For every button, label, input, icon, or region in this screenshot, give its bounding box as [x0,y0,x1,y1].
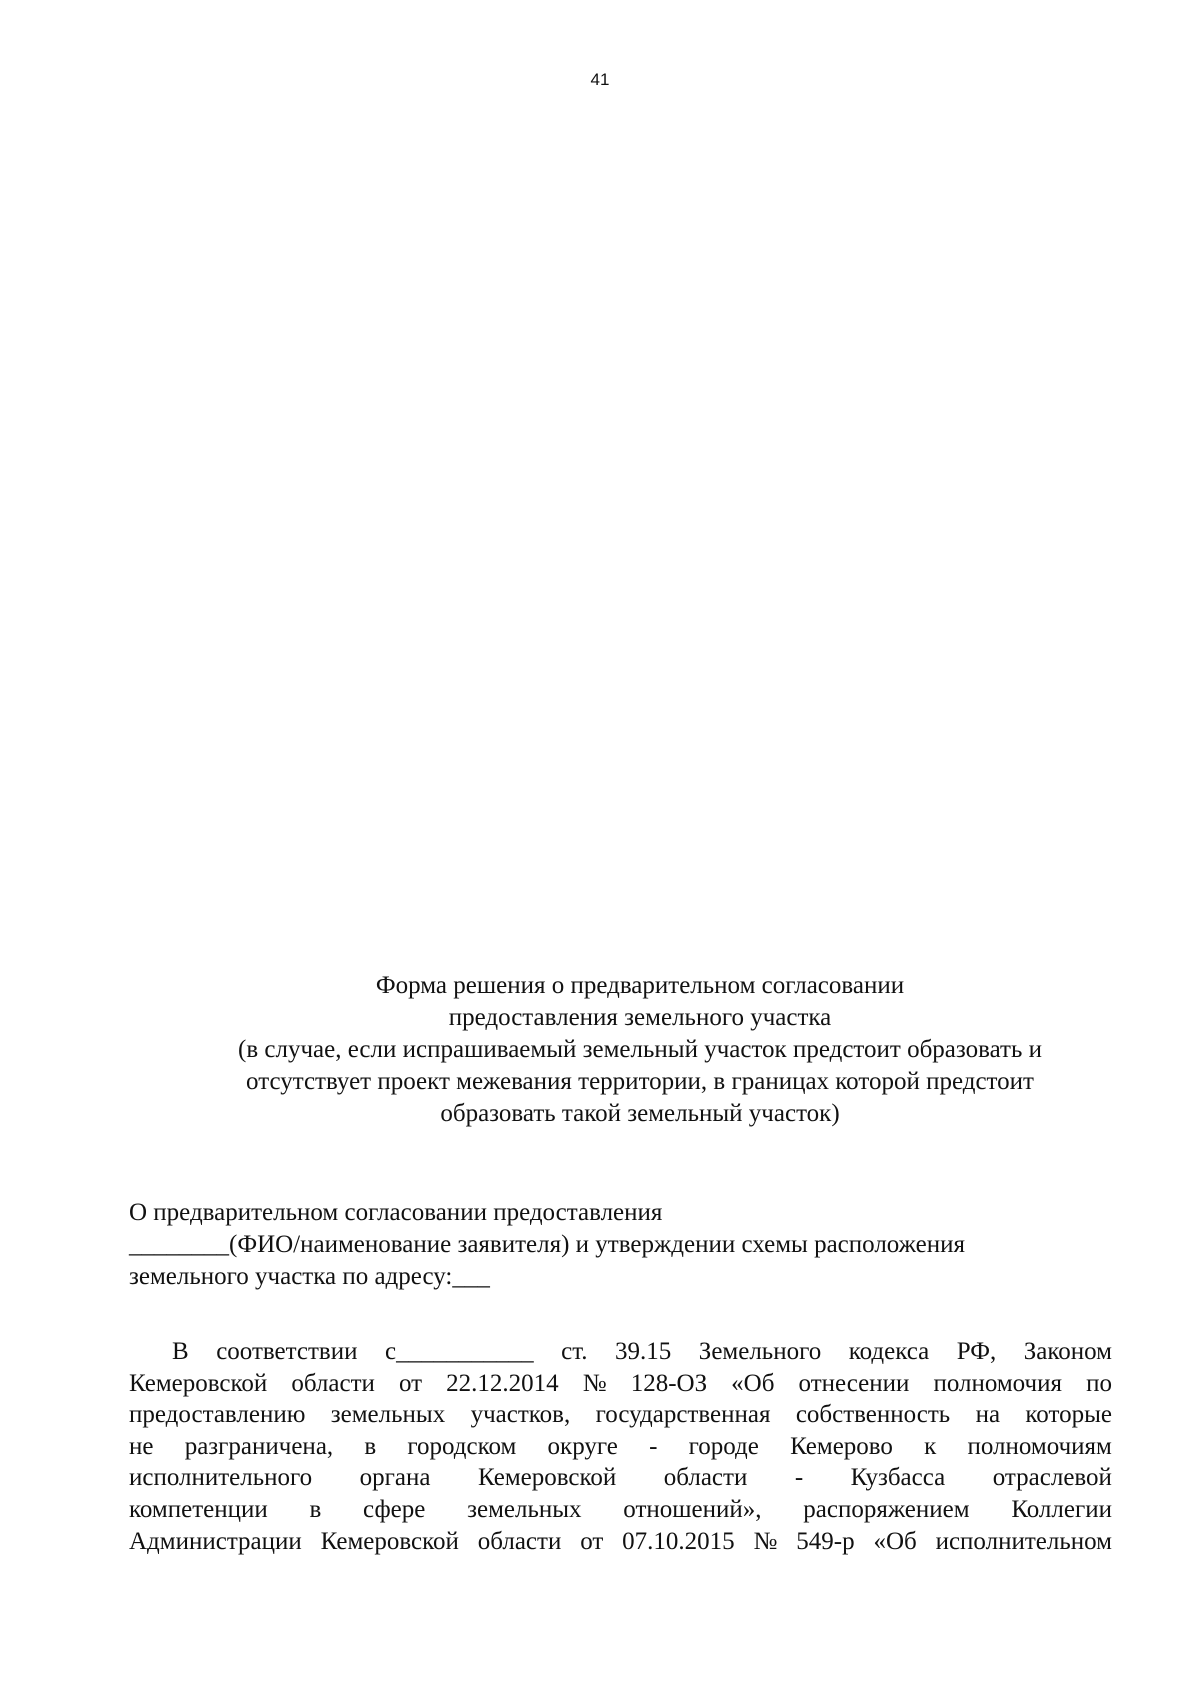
body-word: от [398,1369,423,1397]
body-word: отнесении [798,1369,910,1397]
body-line [129,1399,1112,1431]
body-word: Коллегии [1011,1495,1112,1523]
body-word: Администрации [129,1527,302,1555]
body-word: 549-р [796,1527,855,1555]
body-word: в [309,1495,322,1523]
body-word: Кемерово [790,1432,893,1460]
body-word: Кузбасса [850,1464,946,1492]
body-word: предоставлению [129,1401,306,1429]
body-word: Кемеровской [320,1527,459,1555]
body-line [129,1431,1112,1463]
body-word: «Об [873,1527,917,1555]
body-word: к [924,1432,937,1460]
body-word: на [975,1401,1001,1429]
body-word: № [753,1527,778,1555]
body-word: собственность [795,1401,951,1429]
body-word: - [794,1464,804,1492]
body-word: № [582,1369,607,1397]
body-word: в [364,1432,377,1460]
body-word: исполнительном [935,1527,1112,1555]
body-word: области [477,1527,562,1555]
body-word: отраслевой [992,1464,1112,1492]
body-word: органа [359,1464,431,1492]
body-word: РФ, [956,1338,997,1365]
form-title [160,970,1120,1130]
body-word: компетенции [129,1495,268,1523]
body-word: Земельного [698,1338,822,1365]
body-word: 22.12.2014 [446,1369,559,1397]
body-line [129,1526,1112,1558]
body-line [129,1336,1112,1368]
body-word: округе [547,1432,618,1460]
body-word: разграничена, [184,1432,334,1460]
body-word: с___________ [384,1338,534,1365]
body-word: В [172,1338,189,1365]
body-word: полномочия [933,1369,1062,1397]
decision-subject-line: О предварительном согласовании предоставления [129,1199,663,1226]
body-word: Законом [1023,1338,1112,1365]
body-word: полномочиям [967,1432,1112,1460]
body-word: Кемеровской [129,1369,268,1397]
decision-subject [129,1197,1089,1293]
form-title-line: Форма решения о предварительном согласовании [375,972,905,999]
body-word: по [1086,1369,1112,1397]
body-paragraph [129,1336,1112,1557]
body-word: распоряжением [803,1495,970,1523]
body-word: сфере [363,1495,426,1523]
body-line [129,1494,1112,1526]
form-title-line: предоставления земельного участка [448,1004,832,1031]
decision-subject-line: земельного участка по адресу:___ [129,1263,490,1290]
body-word: земельных [330,1401,446,1429]
body-word: ст. [561,1338,588,1365]
body-word: земельных [467,1495,582,1523]
body-line [129,1368,1112,1400]
body-word: Кемеровской [478,1464,617,1492]
body-word: области [663,1464,748,1492]
body-word: государственная [595,1401,771,1429]
body-word: которые [1025,1401,1112,1429]
form-title-line: (в случае, если испрашиваемый земельный участок предстоит образовать и [238,1036,1042,1063]
decision-subject-line: ________(ФИО/наименование заявителя) и утверждении схемы расположения [129,1231,965,1258]
body-word: не [129,1432,154,1460]
body-word: исполнительного [129,1464,313,1492]
body-line [129,1462,1112,1494]
body-word: участков, [470,1401,571,1429]
body-word: соответствии [216,1338,358,1365]
body-word: «Об [731,1369,775,1397]
body-word: области [291,1369,375,1397]
body-word: 07.10.2015 [622,1527,735,1555]
body-word: городском [407,1432,517,1460]
page-number: 41 [590,70,610,89]
body-word: от [580,1527,604,1555]
body-word: 128-ОЗ [630,1369,708,1397]
body-word: городе [688,1432,759,1460]
body-word: кодекса [848,1338,930,1365]
form-title-line: образовать такой земельный участок) [440,1100,840,1127]
form-title-line: отсутствует проект межевания территории, в границах которой предстоит [246,1068,1034,1095]
body-word: отношений», [623,1495,762,1523]
body-word: 39.15 [615,1338,672,1365]
body-word: - [649,1432,658,1460]
